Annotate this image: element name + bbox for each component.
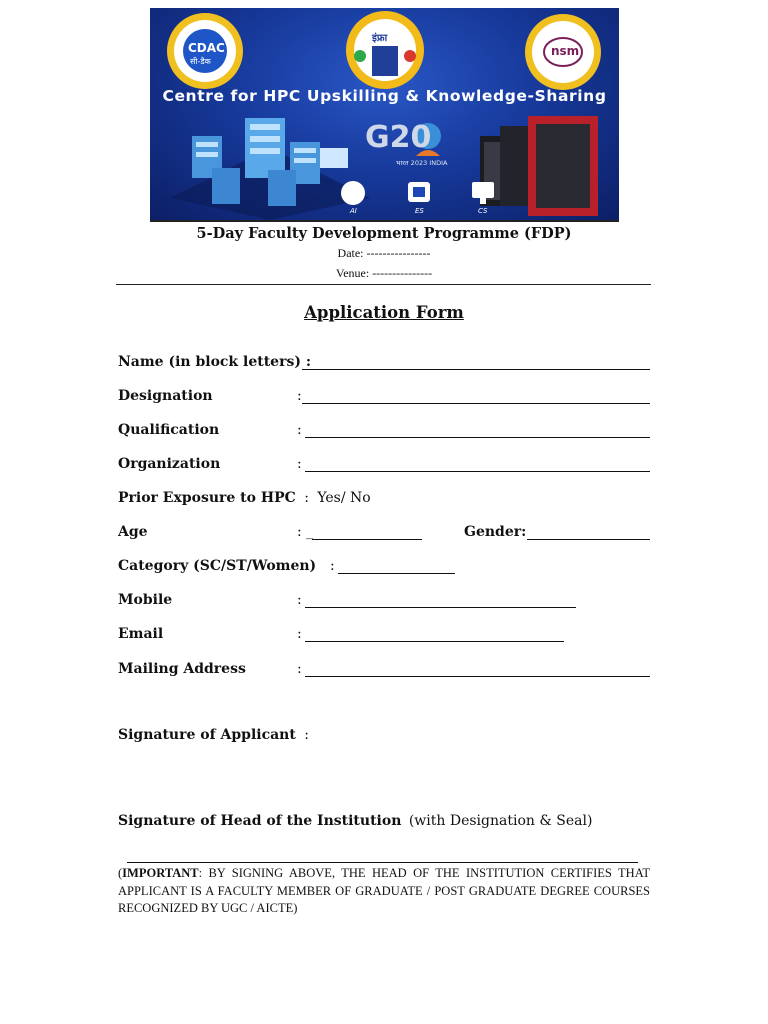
important-text: : BY SIGNING ABOVE, THE HEAD OF THE INSTITUTION CERTIFIES THAT APPLICANT IS A FACULTY MEMBER OF GRADUATE / POST GRADUATE DEGREE COURSES RECOGNIZED BY UGC / AICTE) [118, 866, 650, 915]
es-icon-label: ES [415, 207, 424, 215]
date-value: ---------------- [366, 246, 431, 260]
ai-icon-label: AI [350, 207, 357, 215]
email-colon: : [297, 626, 302, 642]
important-note [118, 865, 650, 918]
supercomputer-illustration [480, 116, 598, 216]
organization-colon: : [297, 456, 302, 472]
cdac-logo-subtext: सी-डैक [190, 57, 211, 66]
mobile-field[interactable] [305, 607, 576, 608]
venue-label: Venue: [335, 266, 370, 280]
age-label: Age [118, 524, 148, 540]
age-colon: : _ [297, 524, 314, 540]
center-logo-text: इंफ्रा [372, 33, 388, 44]
prior-exposure-row [118, 490, 371, 506]
programme-title: 5-Day Faculty Development Programme (FDP) [196, 225, 572, 242]
category-colon: : [330, 558, 335, 574]
applicant-signature-colon: : [304, 727, 309, 743]
mailing-address-colon: : [297, 661, 302, 677]
applicant-signature-label: Signature of Applicant [118, 727, 296, 743]
designation-field[interactable] [302, 403, 650, 404]
head-signature-line[interactable] [127, 862, 638, 863]
designation-label: Designation [118, 388, 213, 404]
cdac-logo-text: CDAC [188, 41, 225, 55]
header-divider [116, 284, 651, 285]
prior-exposure-options[interactable]: Yes/ No [317, 490, 371, 506]
prior-exposure-label: Prior Exposure to HPC [118, 490, 296, 506]
qualification-label: Qualification [118, 422, 220, 438]
venue-line [0, 266, 768, 281]
category-label: Category (SC/ST/Women) [118, 558, 317, 574]
mailing-address-label: Mailing Address [118, 661, 246, 677]
head-signature-label: Signature of Head of the Institution [118, 813, 402, 829]
cs-icon-label: CS [478, 207, 488, 215]
organization-field[interactable] [305, 471, 650, 472]
important-open-paren: ( [118, 866, 123, 880]
mobile-label: Mobile [118, 592, 173, 608]
qualification-field[interactable] [305, 437, 650, 438]
form-title: Application Form [304, 303, 464, 322]
organization-label: Organization [118, 456, 221, 472]
name-field[interactable] [302, 369, 650, 370]
important-keyword: IMPORTANT [122, 866, 199, 880]
designation-colon: : [297, 388, 302, 404]
mailing-address-field[interactable] [305, 676, 650, 677]
date-label: Date: [337, 246, 364, 260]
g20-subtext: भारत 2023 INDIA [396, 159, 448, 167]
date-line [0, 246, 768, 261]
category-field[interactable] [338, 573, 455, 574]
nsm-logo-text: nsm [551, 44, 580, 58]
name-label: Name (in block letters) : [118, 354, 311, 370]
gender-label: Gender: [464, 524, 527, 540]
center-logo [346, 11, 424, 89]
g20-text: G20 [365, 120, 432, 155]
gender-field[interactable] [527, 539, 650, 540]
header-banner [150, 8, 619, 222]
prior-exposure-colon: : [304, 490, 309, 506]
head-signature-note: (with Designation & Seal) [408, 813, 593, 829]
head-signature-row [118, 813, 592, 829]
banner-title: Centre for HPC Upskilling & Knowledge-Sharing [162, 87, 607, 105]
email-label: Email [118, 626, 164, 642]
age-field[interactable] [312, 539, 422, 540]
es-icon [408, 182, 430, 202]
server-cluster-illustration [170, 118, 370, 220]
qualification-colon: : [297, 422, 302, 438]
ai-icon [341, 181, 365, 205]
mobile-colon: : [297, 592, 302, 608]
email-field[interactable] [305, 641, 564, 642]
venue-value: --------------- [372, 266, 433, 280]
applicant-signature-row [118, 727, 309, 743]
